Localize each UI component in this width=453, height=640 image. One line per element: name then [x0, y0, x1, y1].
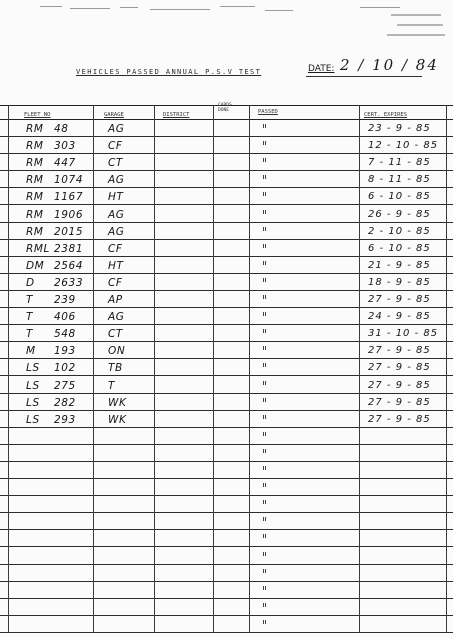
passed-tick-mark — [263, 432, 266, 436]
fleet-number: 1906 — [54, 208, 84, 221]
fleet-number: 193 — [54, 345, 76, 358]
photocopy-corner-marks — [383, 0, 453, 48]
fleet-number-cell — [26, 344, 92, 358]
garage-cell: CF — [108, 276, 123, 289]
header-fleet-no: FLEET NO — [24, 112, 51, 118]
cert-expiry-cell: 27 - 9 - 85 — [368, 362, 431, 374]
cert-expiry-cell: 12 - 10 - 85 — [368, 140, 439, 152]
garage-cell: ON — [108, 345, 126, 358]
table-row — [0, 599, 453, 616]
passed-tick-mark — [263, 312, 266, 316]
fleet-number: 2381 — [54, 242, 84, 255]
fleet-number-cell — [26, 156, 92, 170]
passed-tick-mark — [263, 329, 266, 333]
cert-expiry-cell: 2 - 10 - 85 — [368, 225, 431, 237]
column-divider — [154, 105, 155, 633]
fleet-number-cell — [26, 413, 92, 427]
passed-tick-mark — [263, 141, 266, 145]
garage-cell: AG — [108, 225, 125, 238]
column-divider — [249, 105, 250, 633]
fleet-prefix: RM — [26, 174, 44, 187]
passed-tick-mark — [263, 466, 266, 470]
cert-expiry-cell: 27 - 9 - 85 — [368, 345, 431, 357]
fleet-prefix: RM — [26, 191, 44, 204]
garage-cell: HT — [108, 191, 124, 204]
fleet-number-cell — [26, 396, 92, 410]
table-row — [0, 308, 453, 325]
passed-tick-mark — [263, 124, 266, 128]
table-row — [0, 137, 453, 154]
passed-tick-mark — [263, 295, 266, 299]
fleet-number: 2015 — [54, 225, 84, 238]
passed-tick-mark — [263, 534, 266, 538]
table-row — [0, 377, 453, 394]
passed-tick-mark — [263, 363, 266, 367]
table-header — [0, 105, 453, 120]
fleet-number-cell — [26, 173, 92, 187]
fleet-number-cell — [26, 276, 92, 290]
cert-expiry-cell: 6 - 10 - 85 — [368, 191, 431, 203]
fleet-prefix: RM — [26, 225, 44, 238]
table-row — [0, 565, 453, 582]
table-row — [0, 394, 453, 411]
table-row — [0, 291, 453, 308]
passed-tick-mark — [263, 261, 266, 265]
cert-expiry-cell: 6 - 10 - 85 — [368, 242, 431, 254]
table-row — [0, 513, 453, 530]
passed-tick-mark — [263, 158, 266, 162]
cert-expiry-cell: 24 - 9 - 85 — [368, 311, 431, 323]
garage-cell: WK — [108, 413, 127, 426]
passed-tick-mark — [263, 552, 266, 556]
table-row — [0, 206, 453, 223]
passed-tick-mark — [263, 278, 266, 282]
garage-cell: AG — [108, 123, 125, 135]
table-row — [0, 462, 453, 479]
table-row — [0, 120, 453, 137]
passed-tick-mark — [263, 381, 266, 385]
fleet-prefix: RM — [26, 140, 44, 153]
fleet-prefix: D — [26, 276, 35, 289]
fleet-prefix: LS — [26, 362, 40, 375]
fleet-number-cell — [26, 225, 92, 239]
fleet-number: 548 — [54, 328, 76, 341]
date-underline — [306, 76, 422, 77]
date-value: 2 / 10 / 84 — [340, 56, 439, 74]
passed-tick-mark — [263, 586, 266, 590]
fleet-number: 1074 — [54, 174, 84, 187]
passed-tick-mark — [263, 415, 266, 419]
passed-tick-mark — [263, 517, 266, 521]
photocopy-header-marks — [40, 4, 400, 16]
garage-cell: CT — [108, 157, 123, 170]
header-passed: PASSED — [258, 109, 278, 115]
fleet-prefix: RM — [26, 123, 44, 135]
garage-cell: AG — [108, 174, 125, 187]
fleet-prefix: T — [26, 328, 34, 341]
table-row — [0, 548, 453, 565]
fleet-number-cell — [26, 259, 92, 273]
table-row — [0, 616, 453, 633]
fleet-prefix: LS — [26, 379, 40, 392]
header-district: DISTRICT — [163, 112, 190, 118]
cert-expiry-cell: 27 - 9 - 85 — [368, 413, 431, 425]
cert-expiry-cell: 26 - 9 - 85 — [368, 208, 431, 220]
cert-expiry-cell: 21 - 9 - 85 — [368, 259, 431, 271]
passed-tick-mark — [263, 620, 266, 624]
fleet-number-cell — [26, 122, 92, 136]
table-row — [0, 240, 453, 257]
column-divider — [8, 105, 9, 633]
fleet-number: 447 — [54, 157, 76, 170]
header-garage: GARAGE — [104, 112, 124, 118]
table-row — [0, 171, 453, 188]
fleet-prefix: RM — [26, 157, 44, 170]
table-row — [0, 342, 453, 359]
garage-cell: TB — [108, 362, 123, 375]
table-row — [0, 479, 453, 496]
garage-cell: WK — [108, 396, 127, 409]
table-row — [0, 188, 453, 205]
fleet-number: 48 — [54, 123, 69, 135]
fleet-number-cell — [26, 242, 92, 256]
fleet-number-cell — [26, 293, 92, 307]
fleet-prefix: T — [26, 294, 34, 306]
fleet-number-cell — [26, 361, 92, 375]
passed-tick-mark — [263, 346, 266, 350]
cert-expiry-cell: 27 - 9 - 85 — [368, 294, 431, 305]
passed-tick-mark — [263, 192, 266, 196]
fleet-number: 2564 — [54, 259, 84, 272]
table-row — [0, 530, 453, 547]
passed-tick-mark — [263, 244, 266, 248]
table-row — [0, 428, 453, 445]
header-cards-done: CARDS DONE — [218, 103, 232, 113]
table-row — [0, 359, 453, 376]
fleet-number-cell — [26, 310, 92, 324]
cert-expiry-cell: 23 - 9 - 85 — [368, 123, 431, 134]
table-row — [0, 445, 453, 462]
header-cert-expires: CERT. EXPIRES — [364, 112, 408, 118]
fleet-number: 102 — [54, 362, 76, 375]
cert-expiry-cell: 8 - 11 - 85 — [368, 174, 431, 186]
fleet-prefix: M — [26, 345, 36, 358]
fleet-prefix: LS — [26, 396, 40, 409]
fleet-prefix: DM — [26, 259, 45, 272]
fleet-number-cell — [26, 208, 92, 222]
form-title: VEHICLES PASSED ANNUAL P.S.V TEST — [76, 68, 262, 76]
fleet-number: 239 — [54, 294, 76, 306]
garage-cell: HT — [108, 259, 124, 272]
table-row — [0, 325, 453, 342]
table-row — [0, 223, 453, 240]
table-row — [0, 582, 453, 599]
cert-expiry-cell: 31 - 10 - 85 — [368, 328, 439, 340]
cert-expiry-cell: 18 - 9 - 85 — [368, 276, 431, 288]
fleet-number: 2633 — [54, 276, 84, 289]
cert-expiry-cell: 7 - 11 - 85 — [368, 157, 431, 169]
garage-cell: CF — [108, 140, 123, 153]
column-divider — [359, 105, 360, 633]
table-row — [0, 411, 453, 428]
passed-tick-mark — [263, 449, 266, 453]
passed-tick-mark — [263, 210, 266, 214]
fleet-number: 282 — [54, 396, 76, 409]
passed-tick-mark — [263, 483, 266, 487]
cert-expiry-cell: 27 - 9 - 85 — [368, 396, 431, 408]
fleet-number: 303 — [54, 140, 76, 153]
column-divider — [213, 105, 214, 633]
fleet-number: 275 — [54, 379, 76, 392]
passed-tick-mark — [263, 398, 266, 402]
table-row — [0, 274, 453, 291]
passed-tick-mark — [263, 175, 266, 179]
passed-tick-mark — [263, 603, 266, 607]
table-row — [0, 154, 453, 171]
garage-cell: CF — [108, 242, 123, 255]
passed-tick-mark — [263, 569, 266, 573]
fleet-prefix: T — [26, 311, 34, 324]
passed-tick-mark — [263, 500, 266, 504]
fleet-number-cell — [26, 379, 92, 393]
fleet-prefix: LS — [26, 413, 40, 426]
fleet-number-cell — [26, 139, 92, 153]
date-label: DATE: — [308, 64, 335, 74]
garage-cell: AP — [108, 294, 123, 306]
garage-cell: AG — [108, 208, 125, 221]
table-row — [0, 496, 453, 513]
column-divider — [446, 105, 447, 633]
fleet-prefix: RML — [26, 242, 51, 255]
fleet-number: 1167 — [54, 191, 84, 204]
fleet-number-cell — [26, 190, 92, 204]
fleet-number: 406 — [54, 311, 76, 324]
garage-cell: CT — [108, 328, 123, 341]
table-row — [0, 257, 453, 274]
garage-cell: AG — [108, 311, 125, 324]
column-divider — [93, 105, 94, 633]
fleet-number: 293 — [54, 413, 76, 426]
fleet-number-cell — [26, 327, 92, 341]
passed-tick-mark — [263, 227, 266, 231]
fleet-prefix: RM — [26, 208, 44, 221]
cert-expiry-cell: 27 - 9 - 85 — [368, 379, 431, 391]
garage-cell: T — [108, 379, 116, 392]
